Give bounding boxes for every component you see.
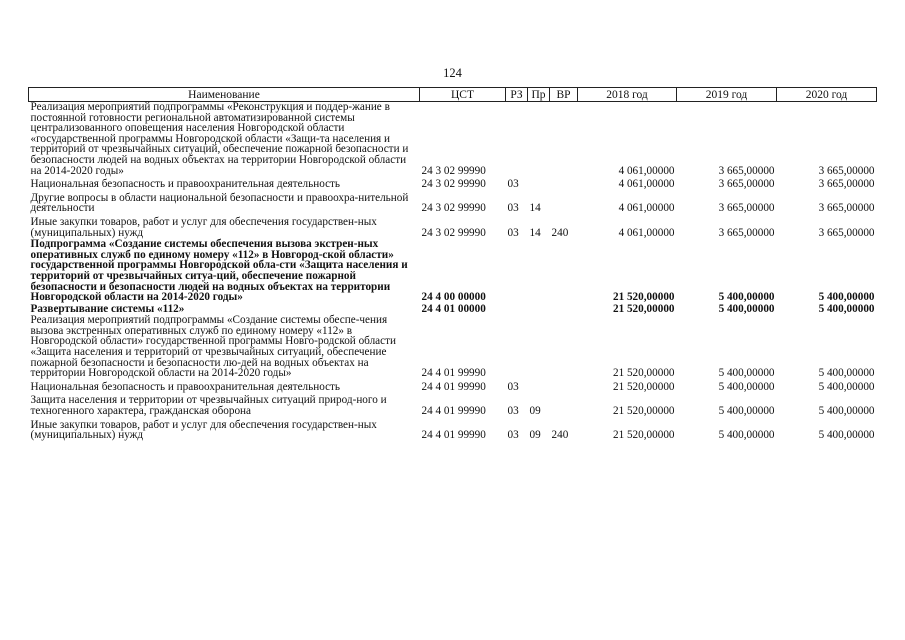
row-cst: 24 3 02 99990: [421, 164, 486, 177]
header-name: Наименование: [29, 88, 420, 102]
row-pr: [528, 304, 550, 316]
row-2019: 3 665,00000: [718, 178, 775, 191]
row-2020: 5 400,00000: [818, 367, 875, 380]
row-rz: [506, 315, 528, 380]
row-2019: 5 400,00000: [718, 380, 775, 393]
row-2020: 3 665,00000: [818, 164, 875, 177]
row-2019: 5 400,00000: [718, 367, 775, 380]
row-2019: 3 665,00000: [718, 202, 775, 215]
budget-table: [28, 87, 877, 442]
table-row: [29, 215, 877, 239]
table-row: [29, 393, 877, 417]
row-rz: [506, 304, 528, 316]
row-rz: [506, 102, 528, 178]
row-2019: 3 665,00000: [718, 164, 775, 177]
header-rz: РЗ: [506, 88, 528, 102]
row-vr: [550, 191, 578, 215]
row-vr: [550, 315, 578, 380]
page-number: 124: [443, 66, 462, 80]
row-vr: [550, 380, 578, 394]
row-2018: 21 520,00000: [612, 405, 675, 418]
row-2018: 4 061,00000: [618, 226, 675, 239]
row-2018: 4 061,00000: [618, 164, 675, 177]
row-rz: 03: [507, 226, 519, 239]
row-name: Национальная безопасность и правоохранительная деятельность: [30, 380, 341, 393]
row-vr: [550, 239, 578, 304]
row-rz: [506, 239, 528, 304]
row-cst: 24 4 01 99990: [421, 405, 486, 418]
row-pr: 09: [529, 429, 541, 442]
row-cst: 24 3 02 99990: [421, 226, 486, 239]
row-rz: 03: [507, 202, 519, 215]
row-2018: 21 520,00000: [612, 367, 675, 380]
row-cst: 24 4 01 00000: [421, 302, 486, 315]
row-cst: 24 3 02 99990: [421, 202, 486, 215]
row-pr: [528, 102, 550, 178]
row-cst: 24 4 00 00000: [421, 291, 486, 304]
row-rz: 03: [507, 405, 519, 418]
row-2020: 3 665,00000: [818, 178, 875, 191]
header-2018: 2018 год: [578, 88, 677, 102]
table-row: [29, 315, 877, 380]
row-rz: 03: [507, 429, 519, 442]
row-2020: 5 400,00000: [818, 380, 875, 393]
row-cst: 24 4 01 99990: [421, 429, 486, 442]
row-pr: 14: [529, 202, 541, 215]
row-2018: 4 061,00000: [618, 178, 675, 191]
table-row: [29, 191, 877, 215]
row-2019: 3 665,00000: [718, 226, 775, 239]
row-pr: [528, 239, 550, 304]
row-2019: 5 400,00000: [718, 302, 775, 315]
table-row: [29, 380, 877, 394]
row-2020: 5 400,00000: [818, 302, 875, 315]
row-cst: 24 3 02 99990: [421, 178, 486, 191]
row-name: Подпрограмма «Создание системы обеспечения вызова экстрен-ных оперативных служб по единому номеру «112» в Новгород-ской области» государственной программы Новгородской обла-сти «Защита населения и территорий от чрезвычайных ситуа-ций, обеспечение пожарной безопасности и безопасности людей на водных объектах на территории Новгородской области на 2014-2020 годы»: [30, 238, 408, 304]
row-rz: 03: [507, 178, 519, 191]
row-2020: 5 400,00000: [818, 405, 875, 418]
row-2018: 21 520,00000: [612, 429, 675, 442]
row-cst: 24 4 01 99990: [421, 380, 486, 393]
header-2020: 2020 год: [777, 88, 877, 102]
row-2019: 5 400,00000: [718, 429, 775, 442]
header-vr: ВР: [550, 88, 578, 102]
row-vr: [550, 177, 578, 191]
row-pr: [528, 177, 550, 191]
header-pr: Пр: [528, 88, 550, 102]
row-2018: 21 520,00000: [612, 380, 675, 393]
row-vr: 240: [551, 429, 569, 442]
row-2018: 21 520,00000: [612, 291, 675, 304]
table-row: [29, 102, 877, 178]
table-body: [29, 102, 877, 442]
row-name: Иные закупки товаров, работ и услуг для обеспечения государствен-ных (муниципальных) нужд: [30, 418, 377, 442]
row-name: Другие вопросы в области национальной безопасности и правоохра-нительной деятельности: [30, 191, 409, 215]
row-rz: 03: [507, 380, 519, 393]
table-row: [29, 239, 877, 304]
row-2020: 5 400,00000: [818, 429, 875, 442]
row-vr: [550, 393, 578, 417]
row-name: Реализация мероприятий подпрограммы «Реконструкция и поддер-жание в постоянной готовности региональной автоматизированной системы централизованного оповещения населения Новгородской области «государственной программы Новгородской области «Защи-та населения и территорий от чрезвычайных ситуаций, обеспечение пожарной безопасности и безопасности людей на водных объектах на территории Новгородской области на 2014-2020 годы»: [30, 101, 409, 177]
row-name: Национальная безопасность и правоохранительная деятельность: [30, 178, 341, 191]
row-2020: 5 400,00000: [818, 291, 875, 304]
row-2019: 5 400,00000: [718, 405, 775, 418]
table-row: [29, 177, 877, 191]
row-name: Реализация мероприятий подпрограммы «Создание системы обеспе-чения вызова экстренных оперативных служб по единому номеру «112» в Новгородской области» государственной программы Новго-родской области «Защита населения и территорий от чрезвычайных ситуаций, обеспечение пожарной безопасности и безопасности лю-дей на водных объектах на территории Новгородской области на 2014-2020 годы»: [30, 314, 396, 380]
row-name: Развертывание системы «112»: [30, 302, 185, 315]
row-2019: 5 400,00000: [718, 291, 775, 304]
row-vr: 240: [551, 226, 569, 239]
row-cst: 24 4 01 99990: [421, 367, 486, 380]
row-pr: [528, 315, 550, 380]
row-name: Иные закупки товаров, работ и услуг для обеспечения государствен-ных (муниципальных) нужд: [30, 215, 377, 239]
table-row: [29, 418, 877, 442]
row-2018: 4 061,00000: [618, 202, 675, 215]
row-pr: 09: [529, 405, 541, 418]
header-cst: ЦСТ: [420, 88, 506, 102]
row-pr: [528, 380, 550, 394]
header-2019: 2019 год: [677, 88, 777, 102]
row-pr: 14: [529, 226, 541, 239]
row-2020: 3 665,00000: [818, 226, 875, 239]
row-2020: 3 665,00000: [818, 202, 875, 215]
table-header: [29, 88, 877, 102]
row-name: Защита населения и территории от чрезвычайных ситуаций природ-ного и техногенного характера, гражданская оборона: [30, 394, 387, 418]
row-vr: [550, 304, 578, 316]
row-2018: 21 520,00000: [612, 302, 675, 315]
row-vr: [550, 102, 578, 178]
